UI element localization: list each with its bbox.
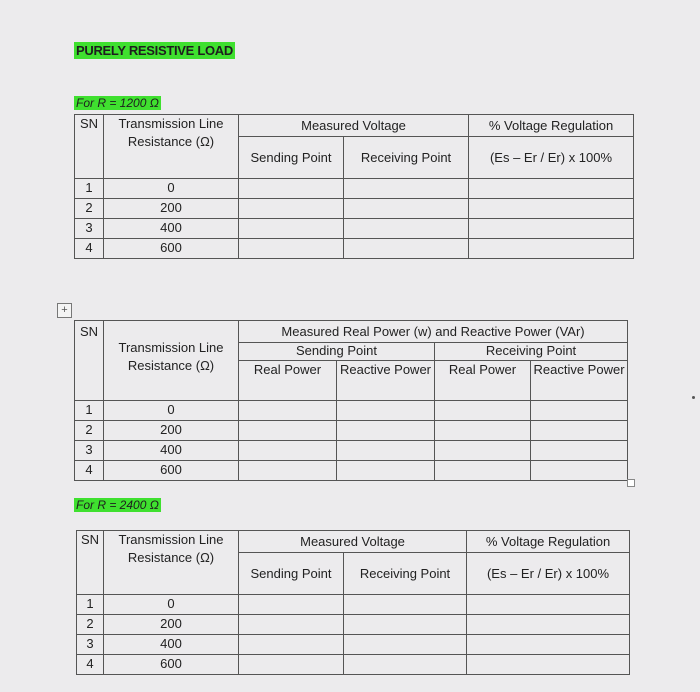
header-reactive-power-receiving: Reactive Power bbox=[531, 361, 628, 401]
cell-empty[interactable] bbox=[344, 219, 469, 239]
cell-empty[interactable] bbox=[337, 401, 435, 421]
header-sending-point: Sending Point bbox=[239, 343, 435, 361]
cell-empty[interactable] bbox=[467, 655, 630, 675]
cell-empty[interactable] bbox=[531, 421, 628, 441]
cell-empty[interactable] bbox=[469, 239, 634, 259]
cell-sn: 4 bbox=[77, 655, 104, 675]
table-row bbox=[75, 199, 634, 219]
cell-empty[interactable] bbox=[239, 421, 337, 441]
table-row bbox=[75, 461, 628, 481]
cell-sn: 1 bbox=[77, 595, 104, 615]
header-measured-voltage: Measured Voltage bbox=[239, 115, 469, 137]
cell-resistance: 600 bbox=[104, 239, 239, 259]
cell-empty[interactable] bbox=[467, 615, 630, 635]
cell-empty[interactable] bbox=[467, 595, 630, 615]
table-row bbox=[77, 655, 630, 675]
header-reactive-power-sending: Reactive Power bbox=[337, 361, 435, 401]
cell-resistance: 0 bbox=[104, 401, 239, 421]
table-row bbox=[75, 421, 628, 441]
cell-sn: 3 bbox=[75, 441, 104, 461]
cell-sn: 3 bbox=[75, 219, 104, 239]
header-real-power-receiving: Real Power bbox=[435, 361, 531, 401]
header-sending-point: Sending Point bbox=[239, 137, 344, 179]
cell-resistance: 200 bbox=[104, 615, 239, 635]
condition-label-1: For R = 1200 Ω bbox=[76, 96, 159, 110]
cell-empty[interactable] bbox=[344, 179, 469, 199]
table-row bbox=[77, 615, 630, 635]
cell-sn: 4 bbox=[75, 461, 104, 481]
header-sn: SN bbox=[77, 531, 104, 595]
cell-empty[interactable] bbox=[469, 179, 634, 199]
cell-resistance: 200 bbox=[104, 421, 239, 441]
cell-empty[interactable] bbox=[469, 219, 634, 239]
cell-empty[interactable] bbox=[435, 461, 531, 481]
header-receiving-point: Receiving Point bbox=[344, 137, 469, 179]
cell-empty[interactable] bbox=[239, 239, 344, 259]
cell-empty[interactable] bbox=[239, 219, 344, 239]
cell-empty[interactable] bbox=[435, 441, 531, 461]
cell-empty[interactable] bbox=[531, 441, 628, 461]
cell-empty[interactable] bbox=[239, 179, 344, 199]
cell-empty[interactable] bbox=[239, 401, 337, 421]
cell-empty[interactable] bbox=[344, 239, 469, 259]
cell-empty[interactable] bbox=[337, 441, 435, 461]
header-regulation-formula: (Es – Er / Er) x 100% bbox=[469, 137, 634, 179]
voltage-table-2400 bbox=[76, 530, 630, 675]
cell-empty[interactable] bbox=[531, 401, 628, 421]
table-row bbox=[75, 179, 634, 199]
cell-empty[interactable] bbox=[337, 421, 435, 441]
table-row bbox=[75, 441, 628, 461]
cell-sn: 4 bbox=[75, 239, 104, 259]
condition-label-2: For R = 2400 Ω bbox=[76, 498, 159, 512]
cell-empty[interactable] bbox=[467, 635, 630, 655]
cell-empty[interactable] bbox=[344, 635, 467, 655]
dot-mark bbox=[692, 396, 695, 399]
cell-empty[interactable] bbox=[239, 461, 337, 481]
header-sending-point: Sending Point bbox=[239, 553, 344, 595]
header-receiving-point: Receiving Point bbox=[344, 553, 467, 595]
cell-sn: 2 bbox=[77, 615, 104, 635]
cell-resistance: 0 bbox=[104, 595, 239, 615]
cell-empty[interactable] bbox=[435, 421, 531, 441]
table-resize-handle[interactable] bbox=[627, 479, 635, 487]
cell-empty[interactable] bbox=[435, 401, 531, 421]
page-title: PURELY RESISTIVE LOAD bbox=[76, 43, 233, 58]
cell-empty[interactable] bbox=[337, 461, 435, 481]
table-row bbox=[75, 239, 634, 259]
cell-empty[interactable] bbox=[469, 199, 634, 219]
table-row bbox=[77, 595, 630, 615]
cell-sn: 2 bbox=[75, 421, 104, 441]
header-receiving-point: Receiving Point bbox=[435, 343, 628, 361]
header-sn: SN bbox=[75, 115, 104, 179]
cell-empty[interactable] bbox=[344, 655, 467, 675]
power-table bbox=[74, 320, 628, 481]
header-regulation-formula: (Es – Er / Er) x 100% bbox=[467, 553, 630, 595]
cell-resistance: 200 bbox=[104, 199, 239, 219]
header-line-resistance: Transmission Line Resistance (Ω) bbox=[104, 321, 239, 401]
header-measured-power-text: Measured Real Power (w) and Reactive Power (VAr) bbox=[281, 323, 585, 339]
cell-empty[interactable] bbox=[344, 199, 469, 219]
header-voltage-regulation: % Voltage Regulation bbox=[467, 531, 630, 553]
cell-resistance: 600 bbox=[104, 461, 239, 481]
header-real-power-sending: Real Power bbox=[239, 361, 337, 401]
cell-empty[interactable] bbox=[344, 595, 467, 615]
cell-sn: 2 bbox=[75, 199, 104, 219]
header-sn: SN bbox=[75, 321, 104, 401]
cell-resistance: 400 bbox=[104, 441, 239, 461]
cell-empty[interactable] bbox=[344, 615, 467, 635]
header-line-resistance: Transmission Line Resistance (Ω) bbox=[104, 531, 239, 595]
header-voltage-regulation: % Voltage Regulation bbox=[469, 115, 634, 137]
cell-resistance: 0 bbox=[104, 179, 239, 199]
header-measured-voltage: Measured Voltage bbox=[239, 531, 467, 553]
cell-sn: 1 bbox=[75, 401, 104, 421]
cell-empty[interactable] bbox=[239, 635, 344, 655]
cell-empty[interactable] bbox=[239, 199, 344, 219]
header-measured-power bbox=[239, 321, 628, 343]
cell-sn: 1 bbox=[75, 179, 104, 199]
table-row bbox=[77, 635, 630, 655]
table-row bbox=[75, 401, 628, 421]
cell-empty[interactable] bbox=[239, 615, 344, 635]
table-row bbox=[75, 219, 634, 239]
cell-resistance: 400 bbox=[104, 635, 239, 655]
cell-empty[interactable] bbox=[239, 441, 337, 461]
voltage-table-1200 bbox=[74, 114, 634, 259]
cell-empty[interactable] bbox=[239, 595, 344, 615]
cell-resistance: 400 bbox=[104, 219, 239, 239]
cell-resistance: 600 bbox=[104, 655, 239, 675]
cell-sn: 3 bbox=[77, 635, 104, 655]
plus-move-icon[interactable]: + bbox=[57, 303, 72, 318]
cell-empty[interactable] bbox=[531, 461, 628, 481]
header-line-resistance: Transmission Line Resistance (Ω) bbox=[104, 115, 239, 179]
cell-empty[interactable] bbox=[239, 655, 344, 675]
